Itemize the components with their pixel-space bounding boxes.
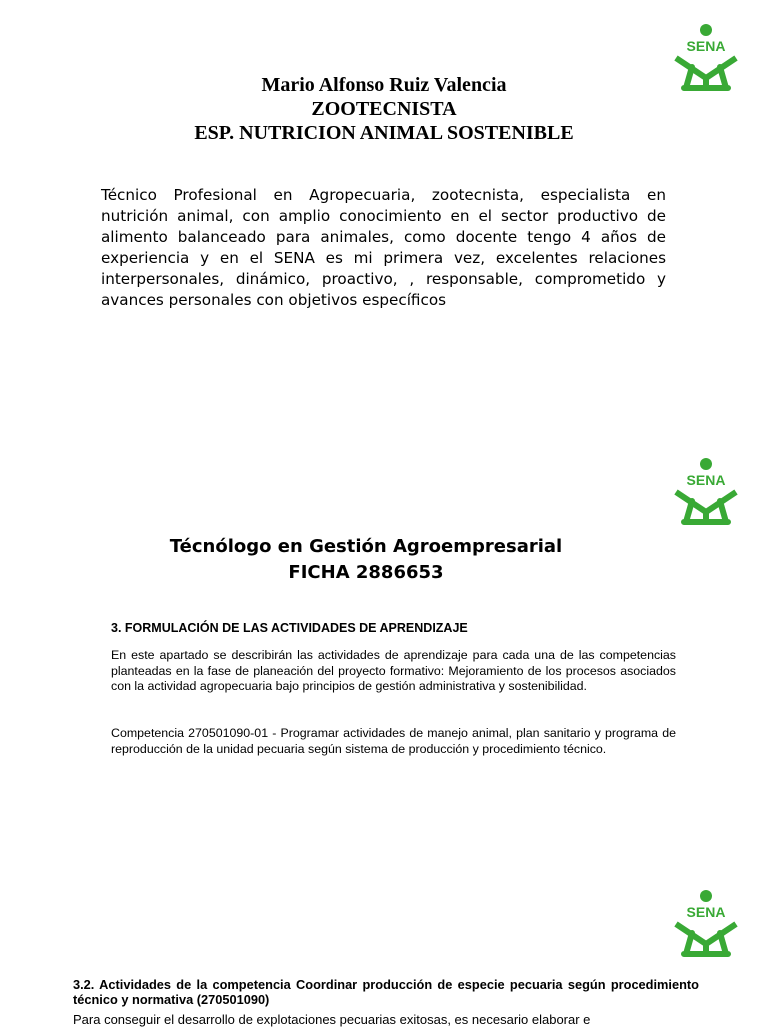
program-title: Técnólogo en Gestión Agroempresarial bbox=[169, 536, 563, 557]
partial-paragraph: Para conseguir el desarrollo de explotaciones pecuarias exitosas, es necesario elaborar e bbox=[73, 1012, 591, 1027]
sena-logo-text: SENA bbox=[686, 38, 726, 54]
author-profession: ZOOTECNISTA bbox=[311, 98, 457, 120]
sena-logo-text: SENA bbox=[686, 472, 726, 488]
sena-logo-text: SENA bbox=[686, 904, 726, 920]
ficha-number: FICHA 2886653 bbox=[288, 562, 444, 583]
sena-logo-icon bbox=[670, 888, 742, 960]
paragraph-competencia: Competencia 270501090-01 - Programar actividades de manejo animal, plan sanitario y programa de reproducción de la unidad pecuaria según sistema de producción y procedimiento técnico. bbox=[111, 726, 676, 756]
section-heading: 3. FORMULACIÓN DE LAS ACTIVIDADES DE APRENDIZAJE bbox=[111, 621, 468, 635]
competency-subheading: 3.2. Actividades de la competencia Coordinar producción de especie pecuaria según procedimiento técnico y normativa (270501090) bbox=[73, 977, 699, 1007]
sena-logo-icon bbox=[670, 456, 742, 528]
author-specialty: ESP. NUTRICION ANIMAL SOSTENIBLE bbox=[194, 122, 574, 144]
profile-paragraph: Técnico Profesional en Agropecuaria, zootecnista, especialista en nutrición animal, con amplio conocimiento en el sector productivo de alimento balanceado para animales, como docente tengo 4 años de experiencia y en el SENA es mi primera vez, excelentes relaciones interpersonales, dinámico, proactivo, , responsable, comprometido y avances personales con objetivos específicos bbox=[101, 186, 666, 309]
author-name: Mario Alfonso Ruiz Valencia bbox=[261, 74, 507, 96]
paragraph-activities: En este apartado se describirán las actividades de aprendizaje para cada una de las competencias planteadas en la fase de planeación del proyecto formativo: Mejoramiento de los procesos asociados con la actividad agropecuaria bajo principios de gestión administrativa y sostenibilidad. bbox=[111, 648, 676, 693]
